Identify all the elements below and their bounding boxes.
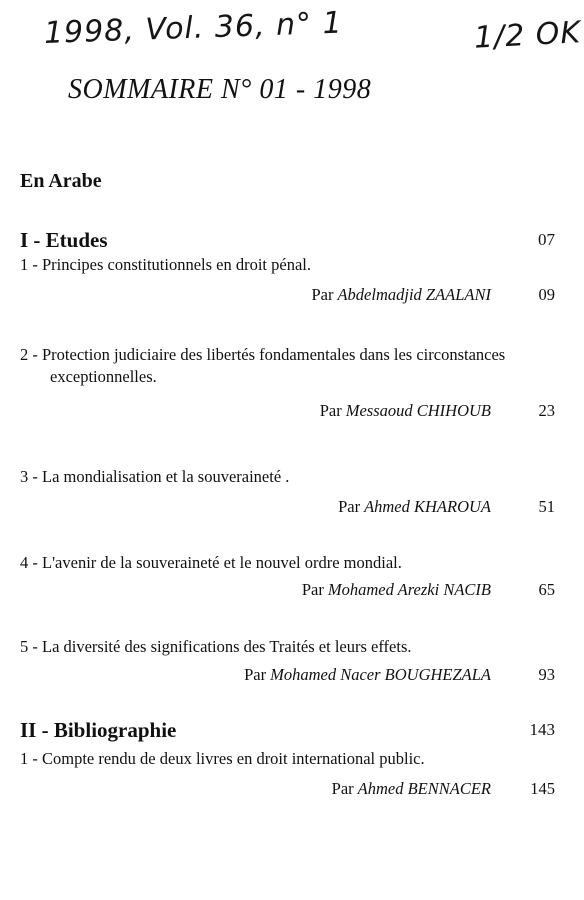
toc-entry xyxy=(20,552,555,599)
entry-title: 4 - L'avenir de la souveraineté et le nouvel ordre mondial. xyxy=(20,553,402,572)
entry-page-number: 93 xyxy=(538,665,555,684)
section-heading-bibliographie xyxy=(20,718,555,743)
section-heading-etudes xyxy=(20,228,555,253)
entry-author-row xyxy=(311,284,555,306)
entry-author: Abdelmadjid ZAALANI xyxy=(337,285,491,304)
entry-title: 1 - Principes constitutionnels en droit pénal. xyxy=(20,255,311,274)
toc-entry xyxy=(20,748,555,798)
entry-page-number: 09 xyxy=(538,285,555,304)
entry-by: Par xyxy=(244,665,267,684)
entry-author-row xyxy=(332,778,555,800)
entry-author: Messaoud CHIHOUB xyxy=(345,401,491,420)
toc-entry xyxy=(20,254,555,304)
entry-by: Par xyxy=(331,779,354,798)
section-page-number: 143 xyxy=(529,720,555,739)
entry-author-row xyxy=(244,664,555,686)
toc-entry xyxy=(20,466,555,516)
handwritten-ok-note: 1/2 OK xyxy=(473,15,582,56)
entry-author: Ahmed KHAROUA xyxy=(364,497,491,516)
page-title: SOMMAIRE N° 01 - 1998 xyxy=(68,74,372,105)
toc-entry xyxy=(20,636,555,684)
entry-author: Mohamed Nacer BOUGHEZALA xyxy=(270,665,491,684)
entry-author-row xyxy=(338,496,555,518)
section-page-number: 07 xyxy=(538,230,555,249)
entry-page-number: 145 xyxy=(530,779,555,798)
entry-title: 3 - La mondialisation et la souveraineté . xyxy=(20,467,290,486)
entry-by: Par xyxy=(338,497,361,516)
language-heading: En Arabe xyxy=(20,170,102,192)
section-title: I - Etudes xyxy=(20,228,108,252)
entry-by: Par xyxy=(311,285,334,304)
entry-author: Ahmed BENNACER xyxy=(357,779,491,798)
section-title: II - Bibliographie xyxy=(20,718,177,742)
entry-by: Par xyxy=(301,580,324,599)
entry-author: Mohamed Arezki NACIB xyxy=(327,580,491,599)
entry-page-number: 65 xyxy=(538,580,555,599)
handwritten-annotation xyxy=(43,5,584,64)
entry-title: 1 - Compte rendu de deux livres en droit international public. xyxy=(20,749,425,768)
entry-by: Par xyxy=(319,401,342,420)
handwritten-volume-note: 1998, Vol. 36, n° 1 xyxy=(43,5,344,51)
entry-page-number: 51 xyxy=(538,497,555,516)
entry-author-row xyxy=(302,579,555,601)
entry-author-row xyxy=(320,400,555,422)
toc-entry xyxy=(20,344,555,420)
entry-title: 2 - Protection judiciaire des libertés fondamentales dans les circonstances exceptionnelles. xyxy=(20,345,506,386)
entry-title: 5 - La diversité des significations des Traités et leurs effets. xyxy=(20,637,412,656)
entry-page-number: 23 xyxy=(538,401,555,420)
